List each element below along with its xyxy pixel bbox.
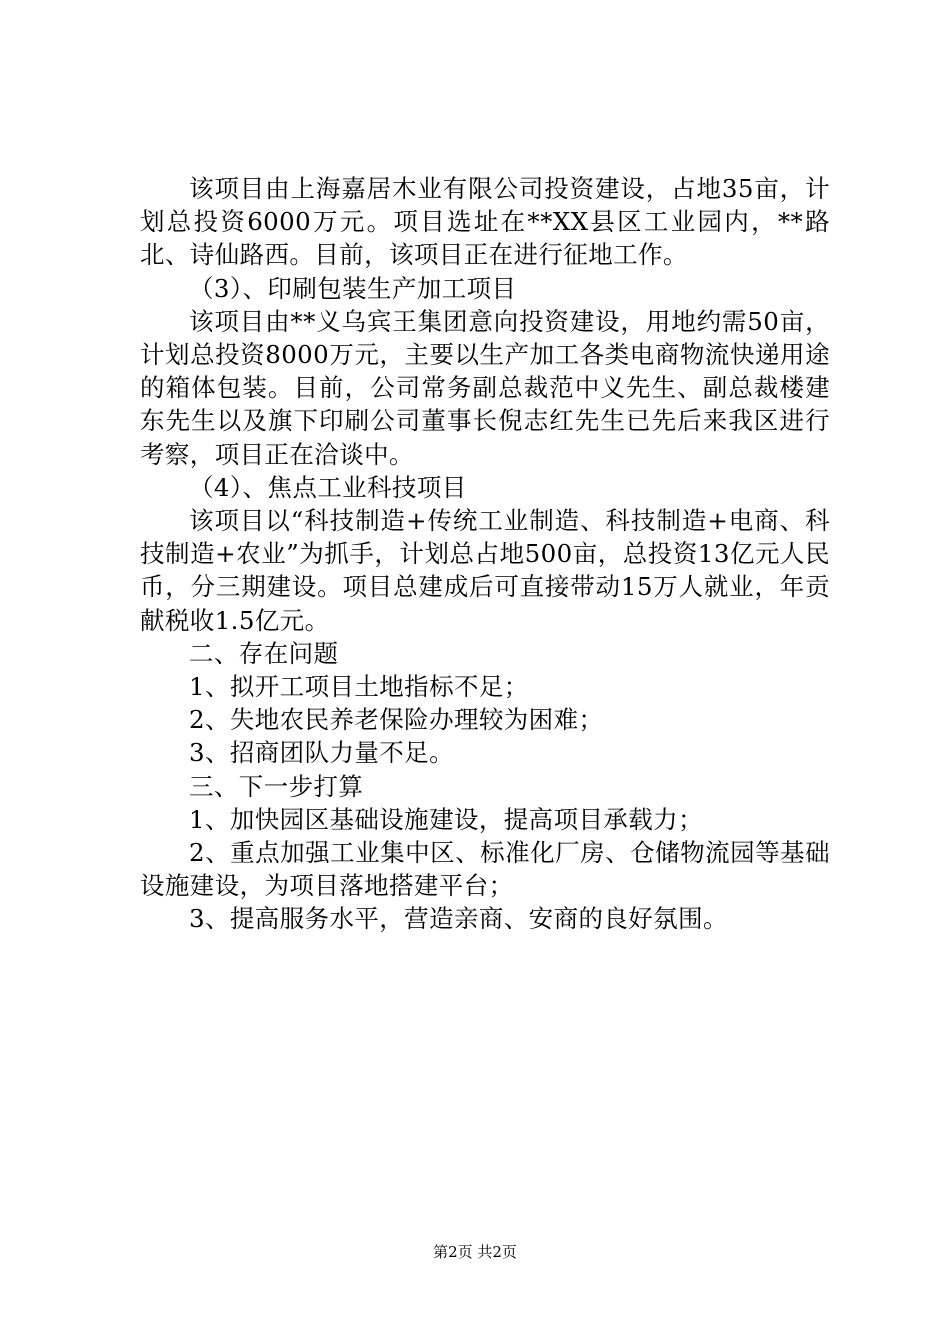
paragraph-project-shanghai-jiaju: 该项目由上海嘉居木业有限公司投资建设，占地35亩，计划总投资6000万元。项目选址在**XX县区工业园内，**路北、诗仙路西。目前，该项目正在进行征地工作。 bbox=[140, 174, 830, 270]
heading-next-steps: 三、下一步打算 bbox=[189, 771, 364, 801]
paragraph-focus-industry-tech-project: 该项目以“科技制造+传统工业制造、科技制造+电商、科技制造+农业”为抓手，计划总占地500亩，总投资13亿元人民币，分三期建设。项目总建成后可直接带动15万人就业，年贡献税收1.5亿元。 bbox=[140, 506, 830, 635]
next-step-item-1: 1、加快园区基础设施建设，提高项目承载力； bbox=[189, 804, 703, 834]
next-step-item-2: 2、重点加强工业集中区、标准化厂房、仓储物流园等基础设施建设，为项目落地搭建平台； bbox=[140, 838, 830, 901]
heading-existing-problems: 二、存在问题 bbox=[189, 638, 339, 668]
next-step-item-3: 3、提高服务水平，营造亲商、安商的良好氛围。 bbox=[189, 904, 728, 934]
paragraph-printing-packaging-project: 该项目由**义乌宾王集团意向投资建设，用地约需50亩，计划总投资8000万元，主要以生产加工各类电商物流快递用途的箱体包装。目前，公司常务副总裁范中义先生、副总裁楼建东先生以及旗下印刷公司董事长倪志红先生已先后来我区进行考察，项目正在洽谈中。 bbox=[140, 306, 830, 469]
problem-item-1: 1、拟开工项目土地指标不足； bbox=[189, 672, 529, 702]
problem-item-2: 2、失地农民养老保险办理较为困难； bbox=[189, 705, 604, 735]
document-body bbox=[140, 172, 830, 936]
page-number-footer: 第2页 共2页 bbox=[433, 1243, 517, 1261]
heading-focus-industry-tech-project: （4）、焦点工业科技项目 bbox=[189, 472, 467, 502]
problem-item-3: 3、招商团队力量不足。 bbox=[189, 738, 454, 768]
heading-printing-packaging-project: （3）、印刷包装生产加工项目 bbox=[189, 273, 517, 303]
